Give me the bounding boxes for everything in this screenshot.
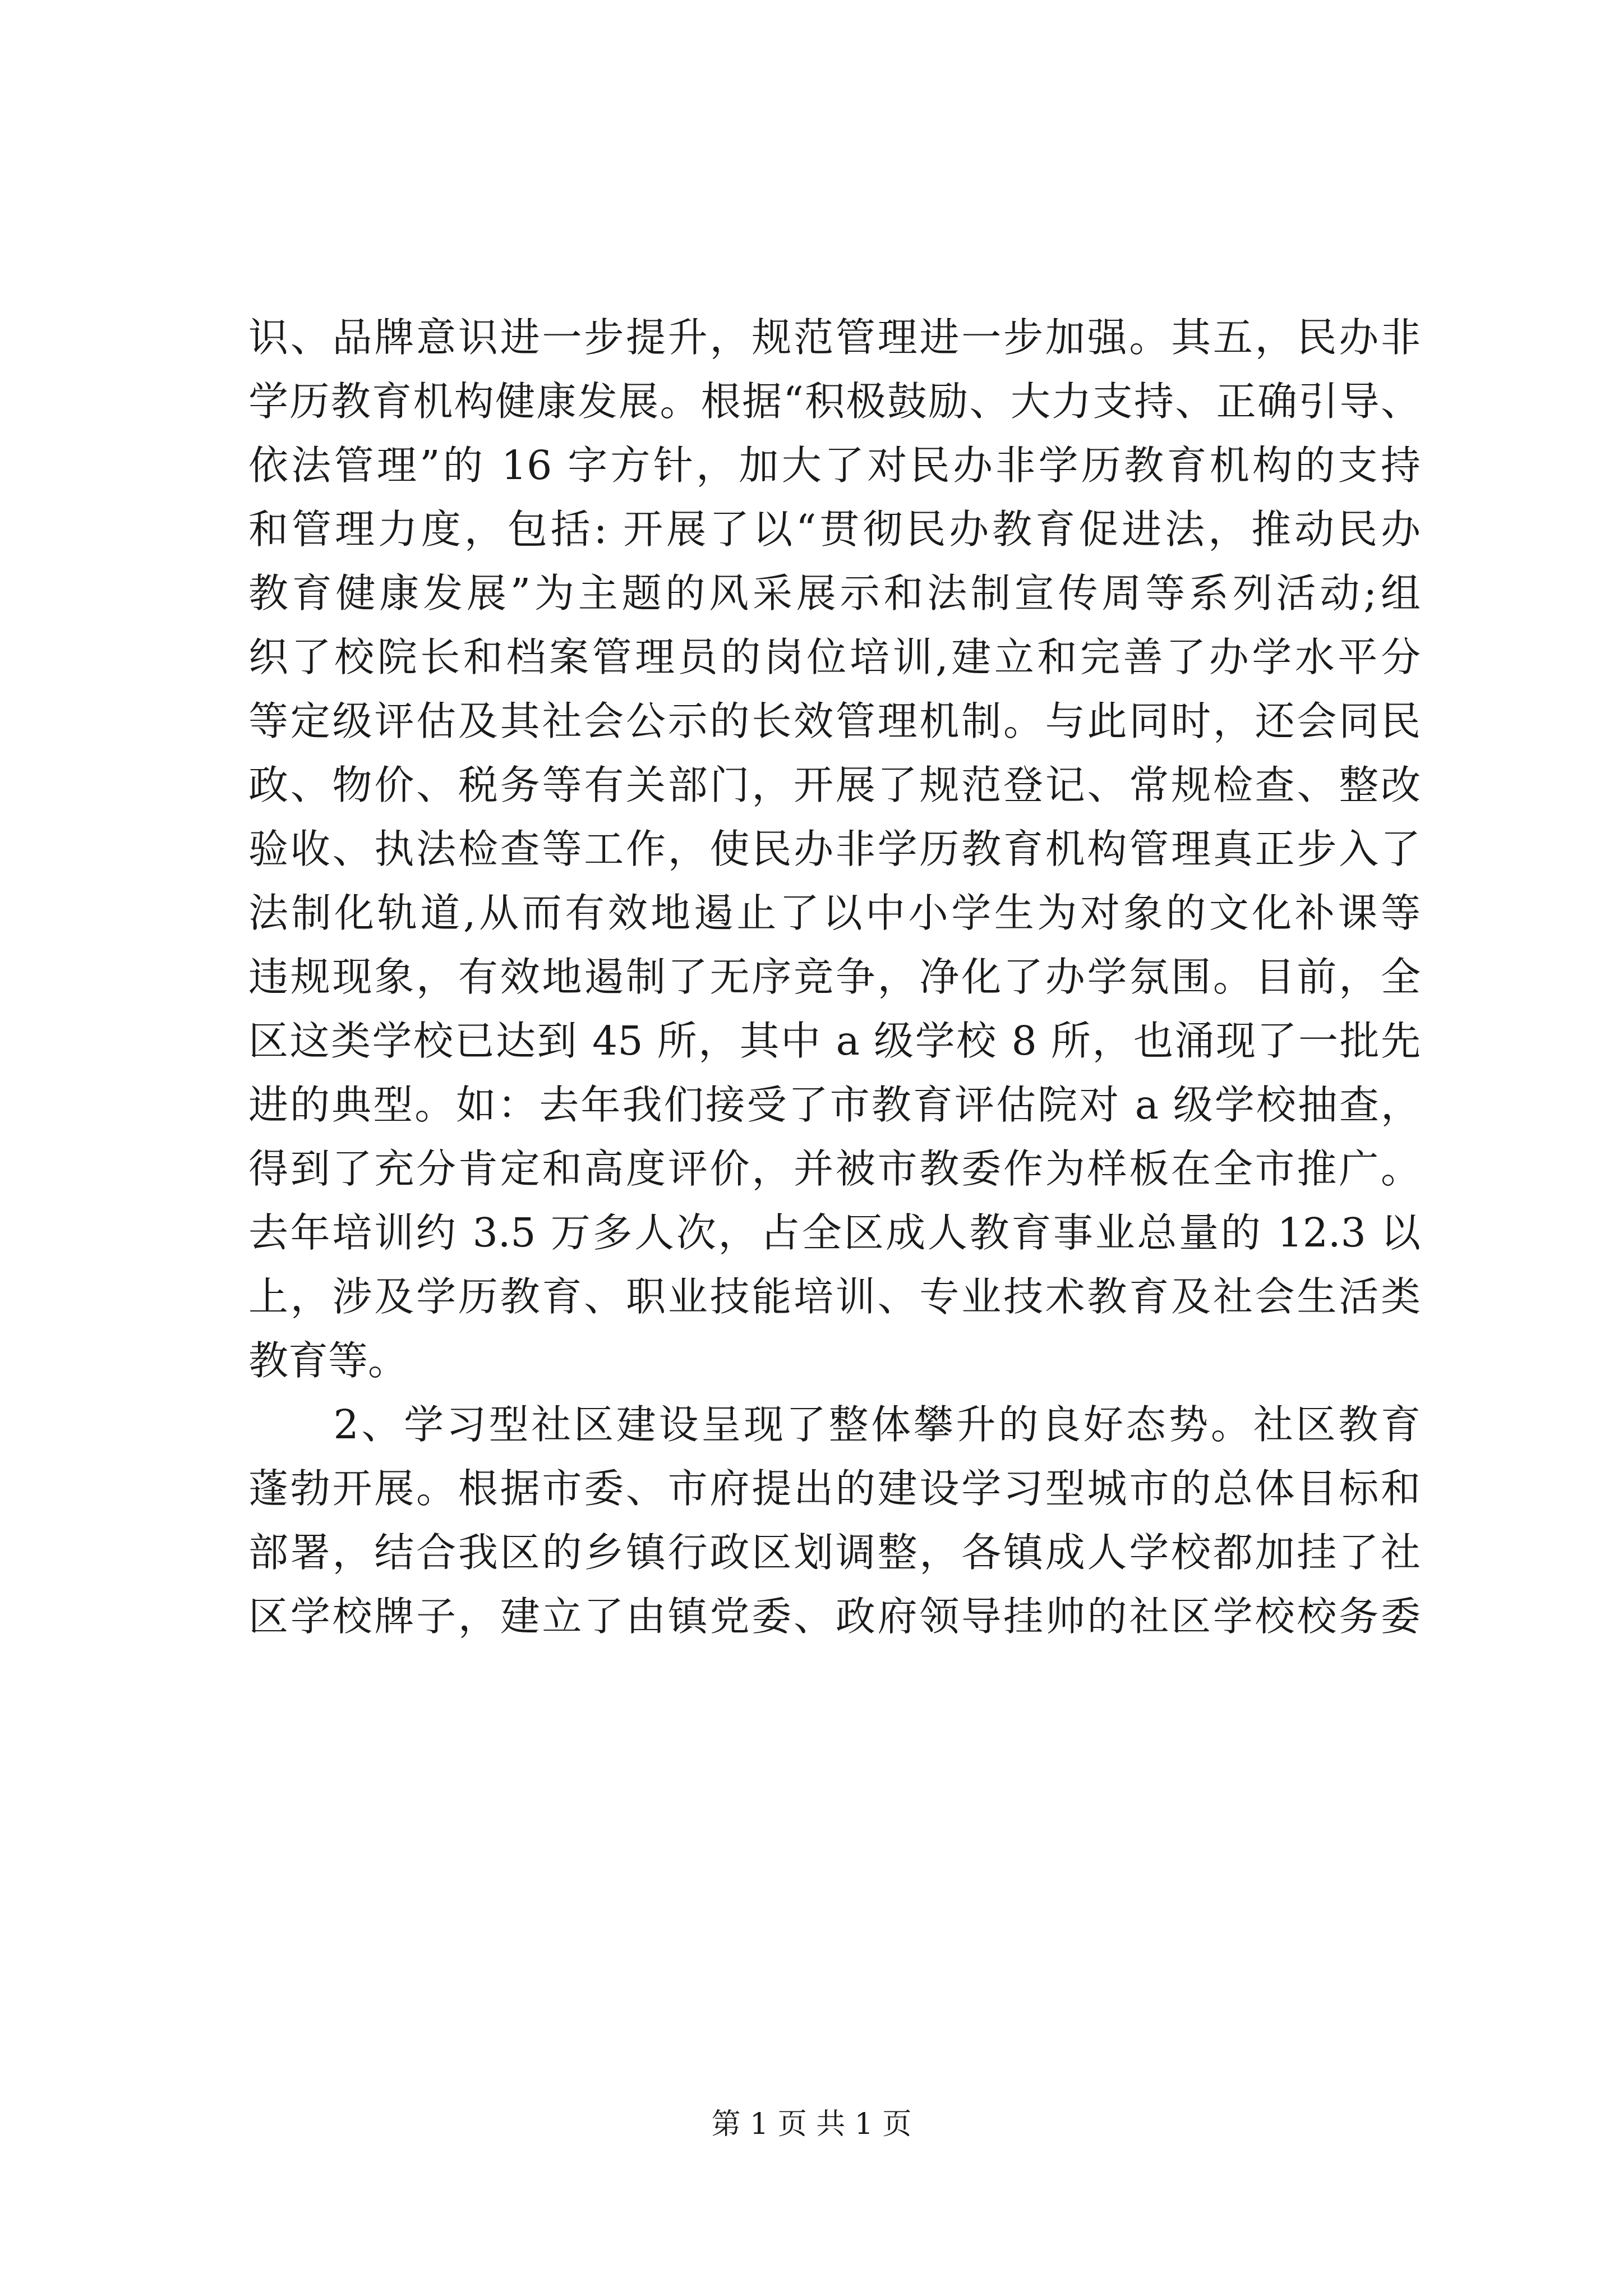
page-footer bbox=[0, 2106, 1623, 2142]
text-line: 部署，结合我区的乡镇行政区划调整，各镇成人学校都加挂了社 bbox=[248, 1529, 1421, 1576]
text-line: 学历教育机构健康发展。根据“积极鼓励、大力支持、正确引导、 bbox=[248, 378, 1421, 425]
text-line: 区这类学校已达到 45 所，其中 a 级学校 8 所，也涌现了一批先 bbox=[248, 1018, 1421, 1064]
text-line: 法制化轨道,从而有效地遏止了以中小学生为对象的文化补课等 bbox=[248, 890, 1421, 936]
text-line: 政、物价、税务等有关部门，开展了规范登记、常规检查、整改 bbox=[248, 762, 1421, 808]
text-line: 违规现象，有效地遏制了无序竞争，净化了办学氛围。目前，全 bbox=[248, 954, 1421, 1000]
text-line: 等定级评估及其社会公示的长效管理机制。与此同时，还会同民 bbox=[248, 698, 1421, 744]
text-line: 区学校牌子，建立了由镇党委、政府领导挂帅的社区学校校务委 bbox=[248, 1593, 1421, 1640]
text-line: 验收、执法检查等工作，使民办非学历教育机构管理真正步入了 bbox=[248, 826, 1421, 872]
text-line: 教育等。 bbox=[248, 1337, 408, 1384]
page-number-label: 第 1 页 共 1 页 bbox=[711, 2108, 912, 2141]
text-line: 得到了充分肯定和高度评价，并被市教委作为样板在全市推广。 bbox=[248, 1145, 1421, 1192]
text-line: 和管理力度，包括: 开展了以“贯彻民办教育促进法，推动民办 bbox=[248, 506, 1421, 553]
text-line: 上，涉及学历教育、职业技能培训、专业技术教育及社会生活类 bbox=[248, 1273, 1421, 1320]
text-line: 依法管理”的 16 字方针，加大了对民办非学历教育机构的支持 bbox=[248, 442, 1421, 489]
text-line: 去年培训约 3.5 万多人次，占全区成人教育事业总量的 12.3 以 bbox=[248, 1209, 1421, 1256]
text-line: 进的典型。如：去年我们接受了市教育评估院对 a 级学校抽查， bbox=[248, 1082, 1421, 1128]
body-text bbox=[248, 306, 1421, 1649]
text-line: 教育健康发展”为主题的风采展示和法制宣传周等系列活动;组 bbox=[248, 570, 1421, 616]
text-line: 识、品牌意识进一步提升，规范管理进一步加强。其五，民办非 bbox=[248, 314, 1421, 361]
text-line: 蓬勃开展。根据市委、市府提出的建设学习型城市的总体目标和 bbox=[248, 1465, 1421, 1512]
text-line: 织了校院长和档案管理员的岗位培训,建立和完善了办学水平分 bbox=[248, 634, 1421, 680]
text-line: 2、学习型社区建设呈现了整体攀升的良好态势。社区教育 bbox=[248, 1401, 1421, 1448]
